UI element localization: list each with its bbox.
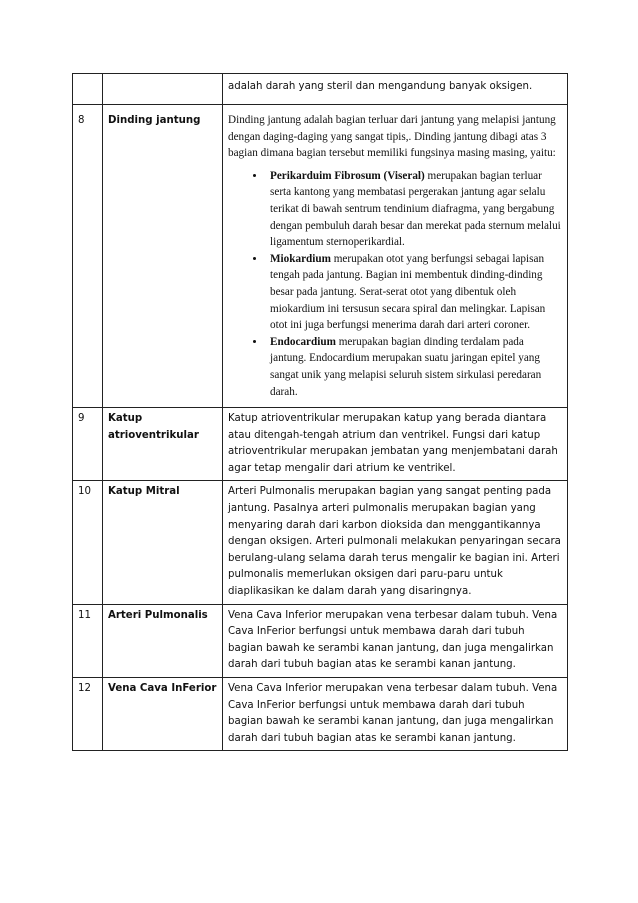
- list-item-text: merupakan otot yang berfungsi sebagai lapisan tengah pada jantung. Bagian ini membentuk dinding-dinding besar pada jantung. Serat-serat otot yang dibentuk oleh miokardium ini tersusun secara spiral dan melingkar. Lapisan otot ini juga berfungsi menerima darah dari arteri coroner.: [270, 252, 546, 332]
- row-description: [223, 105, 568, 408]
- row-description: adalah darah yang steril dan mengandung banyak oksigen.: [223, 74, 568, 105]
- row-label: [103, 74, 223, 105]
- list-item-text: merupakan bagian dinding terdalam pada jantung. Endocardium merupakan suatu jaringan epitel yang sangat unik yang melapisi seluruh sistem sirkulasi peredaran darah.: [270, 335, 542, 398]
- table-row: [73, 408, 568, 481]
- description-intro: Dinding jantung adalah bagian terluar dari jantung yang melapisi jantung dengan daging-daging yang sangat tipis,. Dinding jantung dibagi atas 3 bagian dimana bagian tersebut memiliki fungsinya masing masing, yaitu:: [228, 114, 556, 160]
- list-item: [266, 251, 562, 334]
- row-number: 12: [73, 678, 103, 751]
- row-label: Katup Mitral: [103, 481, 223, 604]
- heart-parts-table: [72, 73, 568, 751]
- row-label: Arteri Pulmonalis: [103, 604, 223, 677]
- row-label: Dinding jantung: [103, 105, 223, 408]
- table-row: [73, 105, 568, 408]
- list-item: [266, 334, 562, 400]
- row-description: Vena Cava Inferior merupakan vena terbesar dalam tubuh. Vena Cava InFerior berfungsi untuk membawa darah dari tubuh bagian bawah ke serambi kanan jantung, dan juga mengalirkan darah dari tubuh bagian atas ke serambi kanan jantung.: [223, 604, 568, 677]
- row-number: [73, 74, 103, 105]
- list-item-term: Perikarduim Fibrosum (Viseral): [270, 169, 425, 182]
- table-row: [73, 74, 568, 105]
- table-row: [73, 604, 568, 677]
- row-number: 11: [73, 604, 103, 677]
- list-item-text: merupakan bagian terluar serta kantong yang membatasi pergerakan jantung agar selalu terikat di bawah sentrum tendinium diafragma, yang bergabung dengan pembuluh darah besar dan merekat pada sternum melalui ligamentum sternoperikardial.: [270, 169, 561, 249]
- table-row: [73, 481, 568, 604]
- row-number: 10: [73, 481, 103, 604]
- row-description: Vena Cava Inferior merupakan vena terbesar dalam tubuh. Vena Cava InFerior berfungsi untuk membawa darah dari tubuh bagian bawah ke serambi kanan jantung, dan juga mengalirkan darah dari tubuh bagian atas ke serambi kanan jantung.: [223, 678, 568, 751]
- row-label: Vena Cava InFerior: [103, 678, 223, 751]
- row-description: Katup atrioventrikular merupakan katup yang berada diantara atau ditengah-tengah atrium dan ventrikel. Fungsi dari katup atrioventrikular merupakan jembatan yang menjembatani darah agar tetap mengalir dari atrium ke ventrikel.: [223, 408, 568, 481]
- wall-layers-list: [228, 168, 562, 400]
- table-row: [73, 678, 568, 751]
- list-item-term: Miokardium: [270, 252, 331, 265]
- row-number: 9: [73, 408, 103, 481]
- row-number: 8: [73, 105, 103, 408]
- list-item-term: Endocardium: [270, 335, 336, 348]
- row-description: Arteri Pulmonalis merupakan bagian yang sangat penting pada jantung. Pasalnya arteri pulmonalis merupakan bagian yang menyaring darah dari karbon dioksida dan menggantikannya dengan oksigen. Arteri pulmonali melakukan penyaringan secara berulang-ulang selama darah terus mengalir ke bagian ini. Arteri pulmonalis memerlukan oksigen dari paru-paru untuk diaplikasikan ke dalam darah yang disaringnya.: [223, 481, 568, 604]
- row-label: Katup atrioventrikular: [103, 408, 223, 481]
- list-item: [266, 168, 562, 251]
